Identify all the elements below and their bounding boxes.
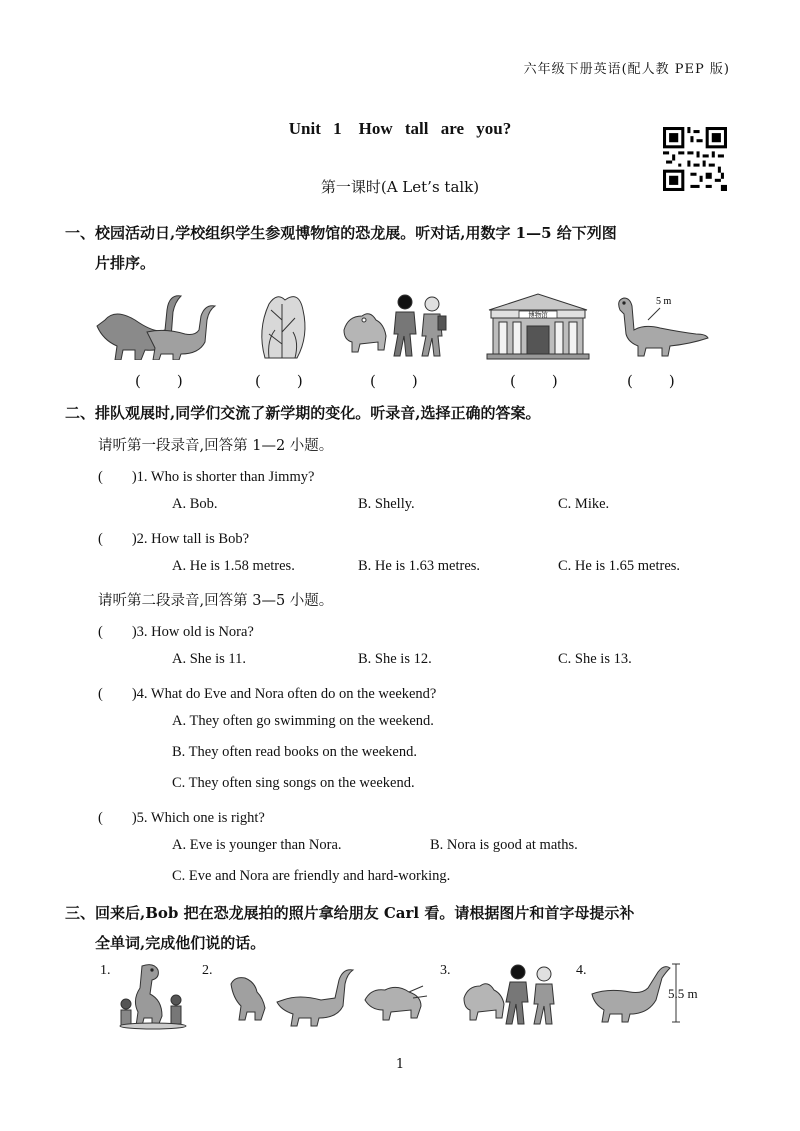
section1-picture-row bbox=[95, 290, 715, 390]
dinosaur-height-label-5-5m: 5.5 m bbox=[668, 986, 698, 1001]
q2-option-a: A. He is 1.58 metres. bbox=[172, 558, 295, 574]
answer-blank-2[interactable]: ( ) bbox=[255, 372, 305, 390]
dinosaur-height-label: 5 m bbox=[656, 296, 672, 307]
section1-heading-line1: 一、校园活动日,学校组织学生参观博物馆的恐龙展。听对话,用数字 1—5 给下列图 bbox=[65, 224, 617, 242]
question-5 bbox=[98, 806, 265, 827]
section1-heading bbox=[65, 218, 617, 278]
section3-heading-line2: 全单词,完成他们说的话。 bbox=[95, 934, 266, 952]
q1-option-c: C. Mike. bbox=[558, 496, 610, 512]
q4-option-b: B. They often read books on the weekend. bbox=[172, 744, 417, 760]
triceratops-with-kids-image-2 bbox=[460, 962, 560, 1028]
section1-heading-line2: 片排序。 bbox=[95, 254, 156, 272]
q4-option-c: C. They often sing songs on the weekend. bbox=[172, 775, 415, 791]
question-5-answer-blank[interactable]: ( ) bbox=[98, 810, 137, 826]
dinosaur-5-5m-image bbox=[590, 960, 680, 1026]
question-2 bbox=[98, 527, 249, 548]
question-3-answer-blank[interactable]: ( ) bbox=[98, 624, 137, 640]
question-4-text: 4. What do Eve and Nora often do on the weekend? bbox=[136, 686, 437, 702]
section2-heading: 二、排队观展时,同学们交流了新学期的变化。听录音,选择正确的答案。 bbox=[65, 404, 541, 422]
section2-part2-instruction: 请听第二段录音,回答第 3—5 小题。 bbox=[98, 593, 334, 609]
two-sauropods-image bbox=[95, 290, 225, 360]
section3-heading-line1: 三、回来后,Bob 把在恐龙展拍的照片拿给朋友 Carl 看。请根据图片和首字母提示补 bbox=[65, 904, 635, 922]
q3-option-b: B. She is 12. bbox=[358, 651, 432, 667]
q5-option-c: C. Eve and Nora are friendly and hard-working. bbox=[172, 868, 451, 884]
answer-blank-5[interactable]: ( ) bbox=[627, 372, 677, 390]
answer-blank-4[interactable]: ( ) bbox=[510, 372, 560, 390]
page-title: Unit 1 How tall are you? bbox=[288, 119, 512, 138]
picture-label-1: 1. bbox=[100, 963, 111, 978]
cabbage-image bbox=[255, 290, 310, 360]
three-dinosaurs-image bbox=[225, 962, 430, 1030]
museum-sign-text: 博物馆 bbox=[528, 311, 548, 319]
question-4 bbox=[98, 682, 436, 703]
question-2-answer-blank[interactable]: ( ) bbox=[98, 531, 137, 547]
section3-heading bbox=[65, 898, 634, 958]
question-1 bbox=[98, 465, 314, 486]
dinosaur-5m-image bbox=[610, 290, 710, 360]
question-4-answer-blank[interactable]: ( ) bbox=[98, 686, 137, 702]
picture-label-4: 4. bbox=[576, 963, 587, 978]
picture-label-2: 2. bbox=[202, 963, 213, 978]
q4-option-a: A. They often go swimming on the weekend. bbox=[172, 713, 434, 729]
question-5-text: 5. Which one is right? bbox=[136, 810, 265, 826]
answer-blank-1[interactable]: ( ) bbox=[135, 372, 185, 390]
q1-option-a: A. Bob. bbox=[172, 496, 218, 512]
page-number: 1 bbox=[395, 1057, 405, 1072]
q2-option-b: B. He is 1.63 metres. bbox=[358, 558, 481, 574]
q5-option-b: B. Nora is good at maths. bbox=[430, 837, 578, 853]
question-1-answer-blank[interactable]: ( ) bbox=[98, 469, 137, 485]
q1-option-b: B. Shelly. bbox=[358, 496, 415, 512]
answer-blank-3[interactable]: ( ) bbox=[370, 372, 420, 390]
q3-option-a: A. She is 11. bbox=[172, 651, 246, 667]
question-3-text: 3. How old is Nora? bbox=[136, 624, 254, 640]
question-2-text: 2. How tall is Bob? bbox=[136, 531, 250, 547]
triceratops-with-kids-image bbox=[340, 290, 450, 360]
lesson-subtitle: 第一课时(A Let’s talk) bbox=[320, 178, 480, 196]
q3-option-c: C. She is 13. bbox=[558, 651, 632, 667]
museum-image bbox=[483, 290, 593, 360]
q2-option-c: C. He is 1.65 metres. bbox=[558, 558, 681, 574]
question-1-text: 1. Who is shorter than Jimmy? bbox=[136, 469, 315, 485]
picture-label-3: 3. bbox=[440, 963, 451, 978]
section2-part1-instruction: 请听第一段录音,回答第 1—2 小题。 bbox=[98, 438, 334, 454]
trex-with-kids-image bbox=[118, 960, 188, 1030]
running-header: 六年级下册英语(配人教 PEP 版) bbox=[523, 62, 730, 77]
q5-option-a: A. Eve is younger than Nora. bbox=[172, 837, 342, 853]
question-3 bbox=[98, 620, 254, 641]
